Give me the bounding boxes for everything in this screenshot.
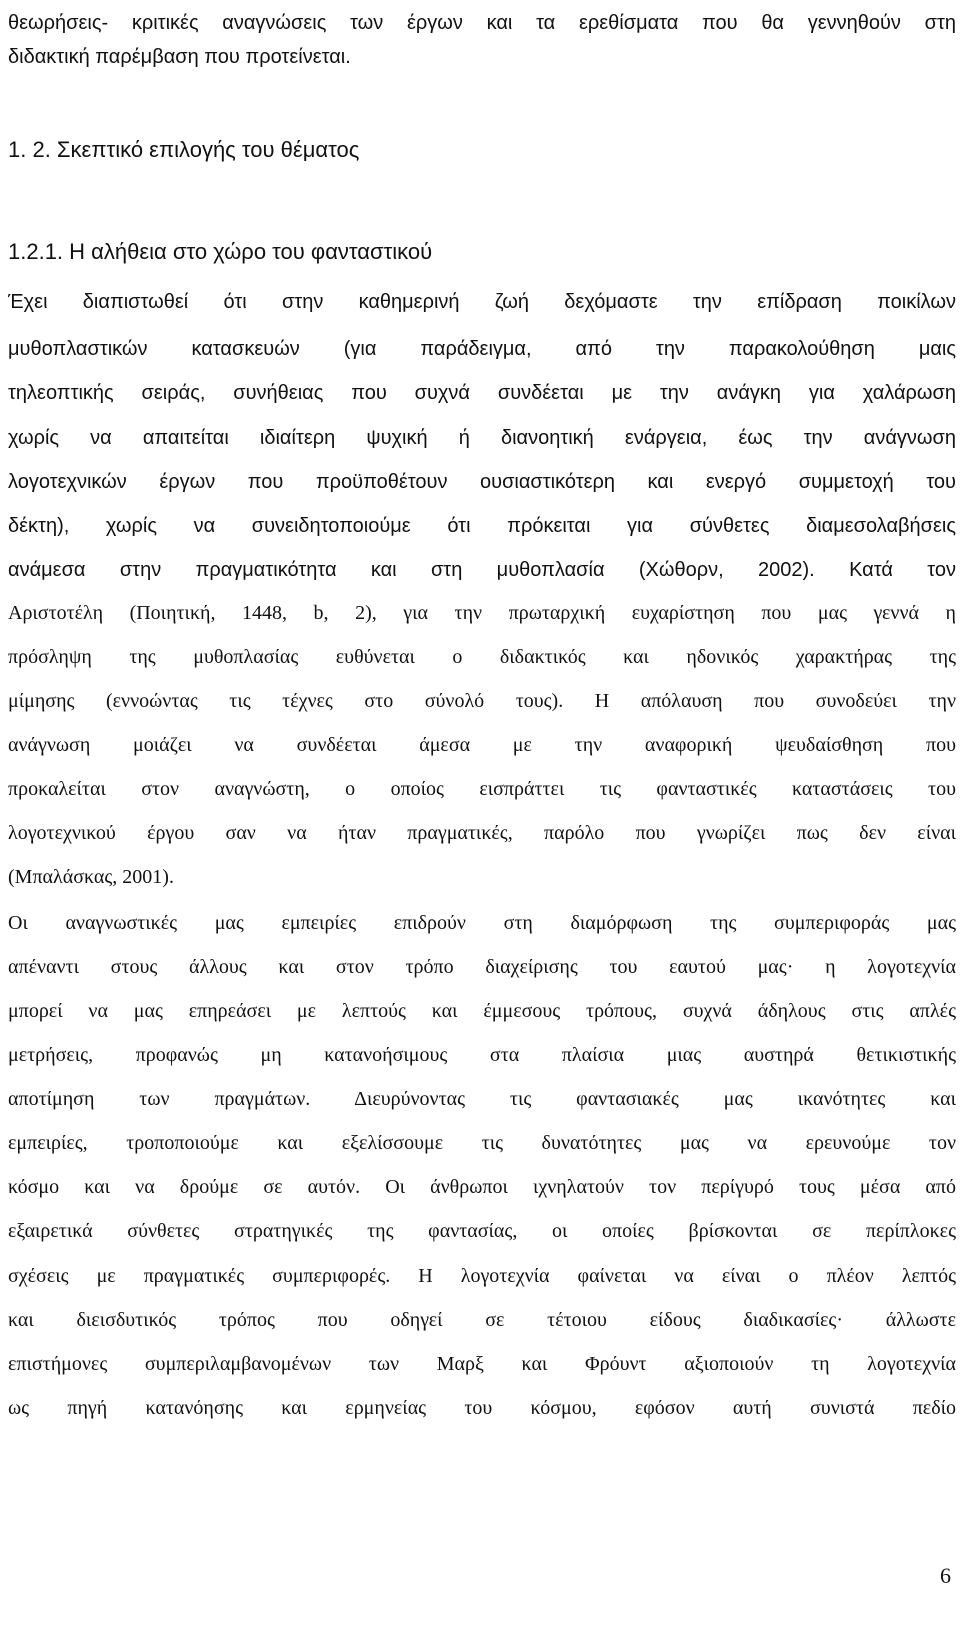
paragraph2-line: εμπειρίες, τροποποιούμε και εξελίσσουμε τις δυνατότητες μας να ερευνούμε τον xyxy=(8,1132,956,1154)
page-number: 6 xyxy=(940,1563,951,1588)
paragraph1-line: (Μπαλάσκας, 2001). xyxy=(8,866,174,888)
paragraph1-line: πρόσληψη της μυθοπλασίας ευθύνεται ο διδακτικός και ηδονικός χαρακτήρας της xyxy=(8,646,956,668)
paragraph2-line: σχέσεις με πραγματικές συμπεριφορές. Η λογοτεχνία φαίνεται να είναι ο πλέον λεπτός xyxy=(8,1265,956,1287)
intro-line: διδακτική παρέμβαση που προτείνεται. xyxy=(8,46,351,68)
paragraph1-line: δέκτη), χωρίς να συνειδητοποιούμε ότι πρόκειται για σύνθετες διαμεσολαβήσεις xyxy=(8,515,956,537)
paragraph2-line: κόσμο και να δρούμε σε αυτόν. Οι άνθρωποι ιχνηλατούν τον περίγυρό τους μέσα από xyxy=(8,1176,956,1198)
paragraph2-line: Οι αναγνωστικές μας εμπειρίες επιδρούν στη διαμόρφωση της συμπεριφοράς μας xyxy=(8,912,956,934)
paragraph2-line: απέναντι στους άλλους και στον τρόπο διαχείρισης του εαυτού μας· η λογοτεχνία xyxy=(8,956,956,978)
paragraph1-line: ανάμεσα στην πραγματικότητα και στη μυθοπλασία (Χώθορν, 2002). Κατά τον xyxy=(8,559,956,581)
paragraph1-line: Έχει διαπιστωθεί ότι στην καθημερινή ζωή δεχόμαστε την επίδραση ποικίλων xyxy=(8,291,956,313)
paragraph2-line: ως πηγή κατανόησης και ερμηνείας του κόσμου, εφόσον αυτή συνιστά πεδίο xyxy=(8,1397,956,1419)
paragraph1-line: τηλεοπτικής σειράς, συνήθειας που συχνά συνδέεται με την ανάγκη για χαλάρωση xyxy=(8,382,956,404)
paragraph2-line: μετρήσεις, προφανώς μη κατανοήσιμους στα πλαίσια μιας αυστηρά θετικιστικής xyxy=(8,1044,956,1066)
subsection-heading: 1.2.1. Η αλήθεια στο χώρο του φανταστικού xyxy=(8,240,433,264)
paragraph2-line: αποτίμηση των πραγμάτων. Διευρύνοντας τις φαντασιακές μας ικανότητες και xyxy=(8,1088,956,1110)
paragraph1-line: λογοτεχνικών έργων που προϋποθέτουν ουσιαστικότερη και ενεργό συμμετοχή του xyxy=(8,471,956,493)
paragraph1-line: χωρίς να απαιτείται ιδιαίτερη ψυχική ή διανοητική ενάργεια, έως την ανάγνωση xyxy=(8,427,956,449)
paragraph1-line: ανάγνωση μοιάζει να συνδέεται άμεσα με την αναφορική ψευδαίσθηση που xyxy=(8,734,956,756)
paragraph1-line: λογοτεχνικού έργου σαν να ήταν πραγματικές, παρόλο που γνωρίζει πως δεν είναι xyxy=(8,822,956,844)
paragraph2-line: εξαιρετικά σύνθετες στρατηγικές της φαντασίας, οι οποίες βρίσκονται σε περίπλοκες xyxy=(8,1220,956,1242)
intro-line: θεωρήσεις- κριτικές αναγνώσεις των έργων και τα ερεθίσματα που θα γεννηθούν στη xyxy=(8,12,956,34)
paragraph1-line: μίμησης (εννοώντας τις τέχνες στο σύνολό τους). Η απόλαυση που συνοδεύει την xyxy=(8,690,956,712)
paragraph1-line: Αριστοτέλη (Ποιητική, 1448, b, 2), για την πρωταρχική ευχαρίστηση που μας γεννά η xyxy=(8,602,956,624)
paragraph1-line: μυθοπλαστικών κατασκευών (για παράδειγμα, από την παρακολούθηση μαις xyxy=(8,338,956,360)
paragraph2-line: επιστήμονες συμπεριλαμβανομένων των Μαρξ και Φρόυντ αξιοποιούν τη λογοτεχνία xyxy=(8,1353,956,1375)
paragraph2-line: και διεισδυτικός τρόπος που οδηγεί σε τέτοιου είδους διαδικασίες· άλλωστε xyxy=(8,1309,956,1331)
paragraph2-line: μπορεί να μας επηρεάσει με λεπτούς και έμμεσους τρόπους, συχνά άδηλους στις απλές xyxy=(8,1000,956,1022)
section-heading: 1. 2. Σκεπτικό επιλογής του θέματος xyxy=(8,138,360,162)
paragraph1-line: προκαλείται στον αναγνώστη, ο οποίος εισπράττει τις φανταστικές καταστάσεις του xyxy=(8,778,956,800)
